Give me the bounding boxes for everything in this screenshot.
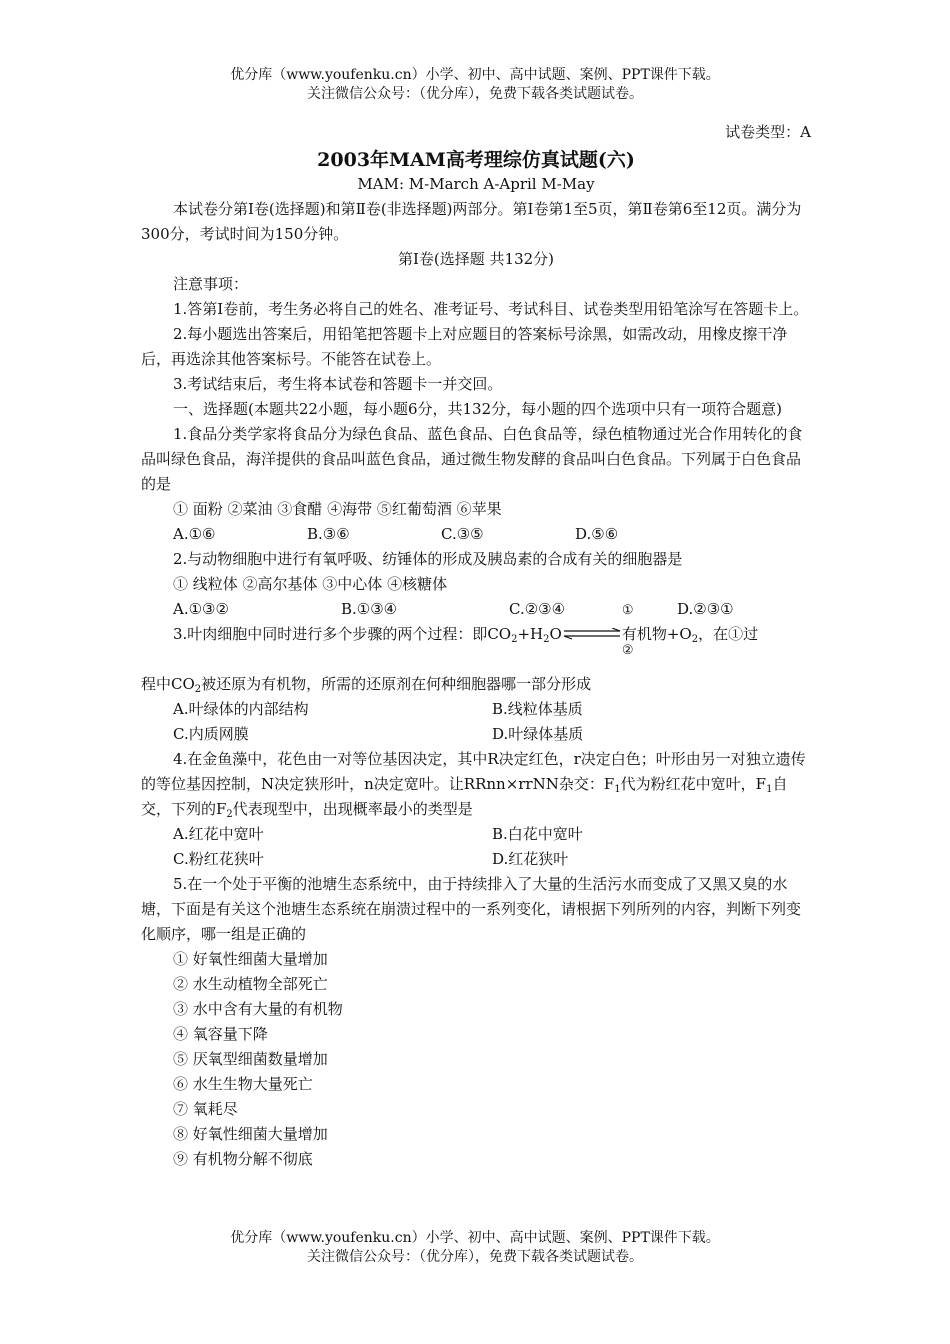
q2-option-a: A.①③② [173,600,229,618]
q3-h2o: +H [517,625,544,643]
q3-options-row2 [141,722,811,747]
q1-option-b: B.③⑥ [307,525,350,543]
q3-option-a: A.叶绿体的内部结构 [173,700,309,718]
q3-option-b: B.线粒体基质 [492,700,583,718]
arrow-bottom-label: ② [621,643,634,658]
notice-title: 注意事项： [173,275,249,293]
q4-s1: 4.在金鱼藻中，花色由一对等位基因决定，其中R决定红色，r决定白色；叶形由另一对独立遗传的等位基因控制，N决定狭形叶，n决定宽叶。让RRnn×rrNN杂交：F [141,750,806,793]
q2-option-d: D.②③① [677,600,734,618]
section-heading: 第Ⅰ卷(选择题 共132分) [397,250,555,268]
exam-subtitle: MAM: M-March A-April M-May [357,175,595,193]
q3-options-row1 [141,697,811,722]
q2-stem: 2.与动物细胞中进行有氧呼吸、纺锤体的形成及胰岛素的合成有关的细胞器是 [173,550,683,568]
q2-option-b: B.①③④ [341,600,398,618]
q5-item-8: ⑧ 好氧性细菌大量增加 [173,1125,328,1143]
q3-product-sub: 2 [691,634,699,645]
q3-product: 有机物+O [621,625,692,643]
q5-stem: 5.在一个处于平衡的池塘生态系统中，由于持续排入了大量的生活污水而变成了又黑又臭的水塘，下面是有关这个池塘生态系统在崩溃过程中的一系列变化，请根据下列所列的内容，判断下列变化顺序，哪一组是正确的 [141,875,802,943]
q3-post: ，在①过 [698,625,759,643]
footer-line-1: 优分库（www.youfenku.cn）小学、初中、高中试题、案例、PPT课件下载。 [230,1230,720,1246]
exam-page [141,120,811,1172]
q4-s3-sub: 2 [226,809,233,820]
q4-options-row2 [141,847,811,872]
q5-item-4: ④ 氧容量下降 [173,1025,268,1043]
q3-pre: 3.叶肉细胞中同时进行多个步骤的两个过程：即 [173,625,488,643]
header-line-1: 优分库（www.youfenku.cn）小学、初中、高中试题、案例、PPT课件下载。 [230,67,720,83]
q1-items: ① 面粉 ②菜油 ③食醋 ④海带 ⑤红葡萄酒 ⑥苹果 [173,500,502,518]
arrow-top-label: ① [621,603,634,618]
q2-items: ① 线粒体 ②高尔基体 ③中心体 ④核糖体 [173,575,448,593]
q5-item-9: ⑨ 有机物分解不彻底 [173,1150,313,1168]
q3-line2-pre: 程中CO [141,675,195,693]
q4-options-row1 [141,822,811,847]
q1-stem: 1.食品分类学家将食品分为绿色食品、蓝色食品、白色食品等，绿色植物通过光合作用转化的食品叫绿色食品，海洋提供的食品叫蓝色食品，通过微生物发酵的食品叫白色食品。下列属于白色食品的是 [141,425,803,493]
q3-line2-sub: 2 [194,684,202,695]
q2-option-c: C.②③④ [509,600,566,618]
exam-title: 2003年MAM高考理综仿真试题(六) [317,149,635,171]
q5-item-2: ② 水生动植物全部死亡 [173,975,328,993]
q4-s4: 代表现型中，出现概率最小的类型是 [232,800,473,818]
q1-options [141,522,811,547]
q4-s1-sub: 1 [614,784,621,795]
q5-item-6: ⑥ 水生生物大量死亡 [173,1075,313,1093]
q3-line2-post: 被还原为有机物，所需的还原剂在何种细胞器哪一部分形成 [201,675,592,693]
q3-stem-line2 [141,672,811,697]
header-line-2: 关注微信公众号：（优分库），免费下载各类试题试卷。 [307,86,643,102]
page-header [0,66,950,104]
q3-co2: CO [487,625,512,643]
footer-line-2: 关注微信公众号：（优分库），免费下载各类试题试卷。 [307,1249,643,1265]
reversible-arrow-icon [562,603,634,658]
notice-3: 3.考试结束后，考生将本试卷和答题卡一并交回。 [173,375,503,393]
q4-option-a: A.红花中宽叶 [173,825,264,843]
q4-s3: 自交，下列的F [141,775,788,818]
q1-option-d: D.⑤⑥ [575,525,619,543]
q5-item-1: ① 好氧性细菌大量增加 [173,950,328,968]
part-1-heading: 一、选择题(本题共22小题，每小题6分，共132分，每小题的四个选项中只有一项符合题意) [173,400,782,418]
q4-stem [141,747,811,822]
q1-option-a: A.①⑥ [173,525,216,543]
q1-option-c: C.③⑤ [441,525,484,543]
q3-o: O [549,625,562,643]
q3-co2-sub: 2 [511,634,518,645]
q3-option-d: D.叶绿体基质 [492,725,584,743]
q2-options [141,597,811,622]
q3-h2o-sub: 2 [543,634,550,645]
q4-s2-sub: 1 [766,784,773,795]
notice-1: 1.答第Ⅰ卷前，考生务必将自己的姓名、准考证号、考试科目、试卷类型用铅笔涂写在答题卡上。 [173,300,809,318]
exam-intro: 本试卷分第Ⅰ卷(选择题)和第Ⅱ卷(非选择题)两部分。第Ⅰ卷第1至5页，第Ⅱ卷第6至12页。满分为300分，考试时间为150分钟。 [141,200,802,243]
page-footer [0,1229,950,1267]
q5-item-7: ⑦ 氧耗尽 [173,1100,238,1118]
exam-type: 试卷类型：A [725,123,811,141]
notice-2: 2.每小题选出答案后，用铅笔把答题卡上对应题目的答案标号涂黑，如需改动，用橡皮擦干净后，再选涂其他答案标号。不能答在试卷上。 [141,325,788,368]
q4-option-d: D.红花狭叶 [492,850,569,868]
q3-option-c: C.内质网膜 [173,725,249,743]
q5-item-5: ⑤ 厌氧型细菌数量增加 [173,1050,328,1068]
q4-option-b: B.白花中宽叶 [492,825,583,843]
q4-option-c: C.粉红花狭叶 [173,850,264,868]
q4-s2: 代为粉红花中宽叶，F [620,775,767,793]
q5-item-3: ③ 水中含有大量的有机物 [173,1000,343,1018]
